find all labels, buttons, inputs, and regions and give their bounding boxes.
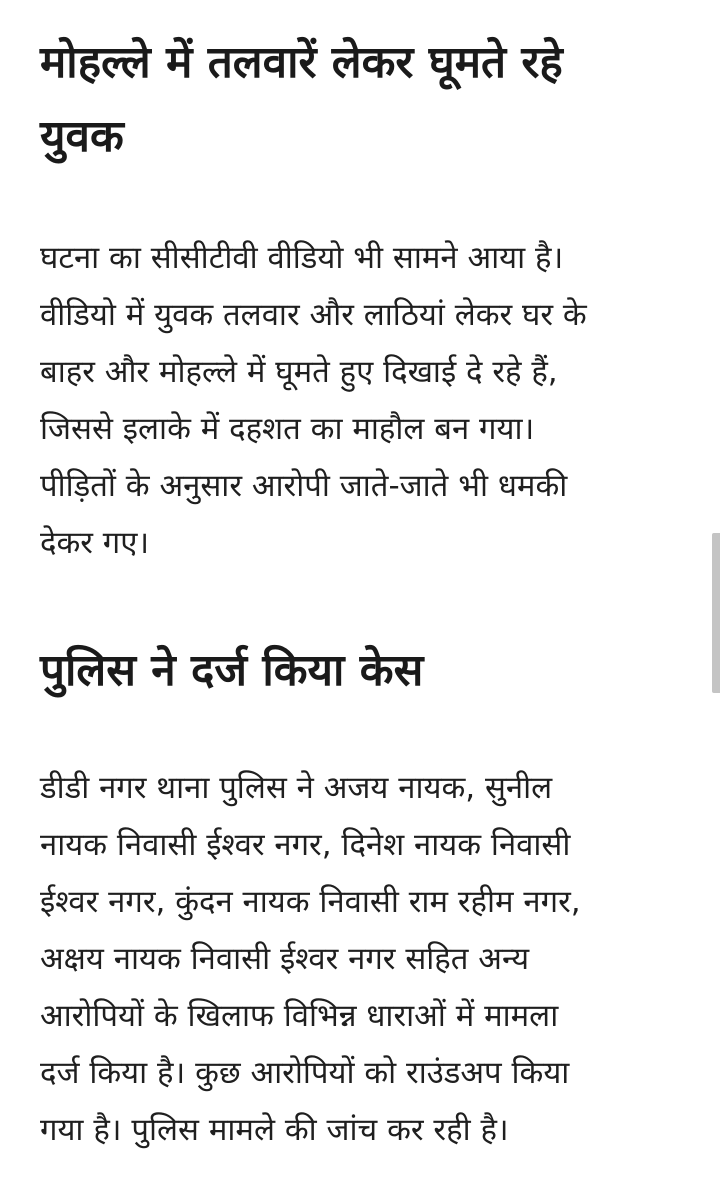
paragraph-line: बाहर और मोहल्ले में घूमते हुए दिखाई दे रहे हैं, [40, 354, 558, 390]
paragraph-line: अक्षय नायक निवासी ईश्वर नगर सहित अन्य [40, 941, 530, 977]
heading-line: युवक [40, 111, 124, 162]
section-heading-swords [40, 26, 690, 174]
paragraph-line: गया है। पुलिस मामले की जांच कर रही है। [40, 1112, 509, 1148]
paragraph-line: डीडी नगर थाना पुलिस ने अजय नायक, सुनील [40, 770, 553, 806]
paragraph-line: दर्ज किया है। कुछ आरोपियों को राउंडअप किया [40, 1055, 570, 1091]
heading-line: मोहल्ले में तलवारें लेकर घूमते रहे [40, 37, 563, 88]
paragraph-line: आरोपियों के खिलाफ विभिन्न धाराओं में मामला [40, 998, 559, 1034]
paragraph-line: जिससे इलाके में दहशत का माहौल बन गया। [40, 411, 535, 447]
paragraph-police-case [40, 760, 700, 1159]
heading-line: पुलिस ने दर्ज किया केस [40, 645, 424, 696]
paragraph-line: वीडियो में युवक तलवार और लाठियां लेकर घर के [40, 297, 587, 333]
paragraph-line: घटना का सीसीटीवी वीडियो भी सामने आया है। [40, 240, 564, 276]
section-heading-police-case [40, 634, 690, 708]
paragraph-cctv-video [40, 230, 700, 572]
paragraph-line: पीड़ितों के अनुसार आरोपी जाते-जाते भी धमकी [40, 468, 568, 504]
scrollbar-thumb[interactable] [712, 533, 720, 693]
paragraph-line: ईश्वर नगर, कुंदन नायक निवासी राम रहीम नगर, [40, 884, 581, 920]
paragraph-line: नायक निवासी ईश्वर नगर, दिनेश नायक निवासी [40, 827, 571, 863]
paragraph-line: देकर गए। [40, 525, 150, 561]
